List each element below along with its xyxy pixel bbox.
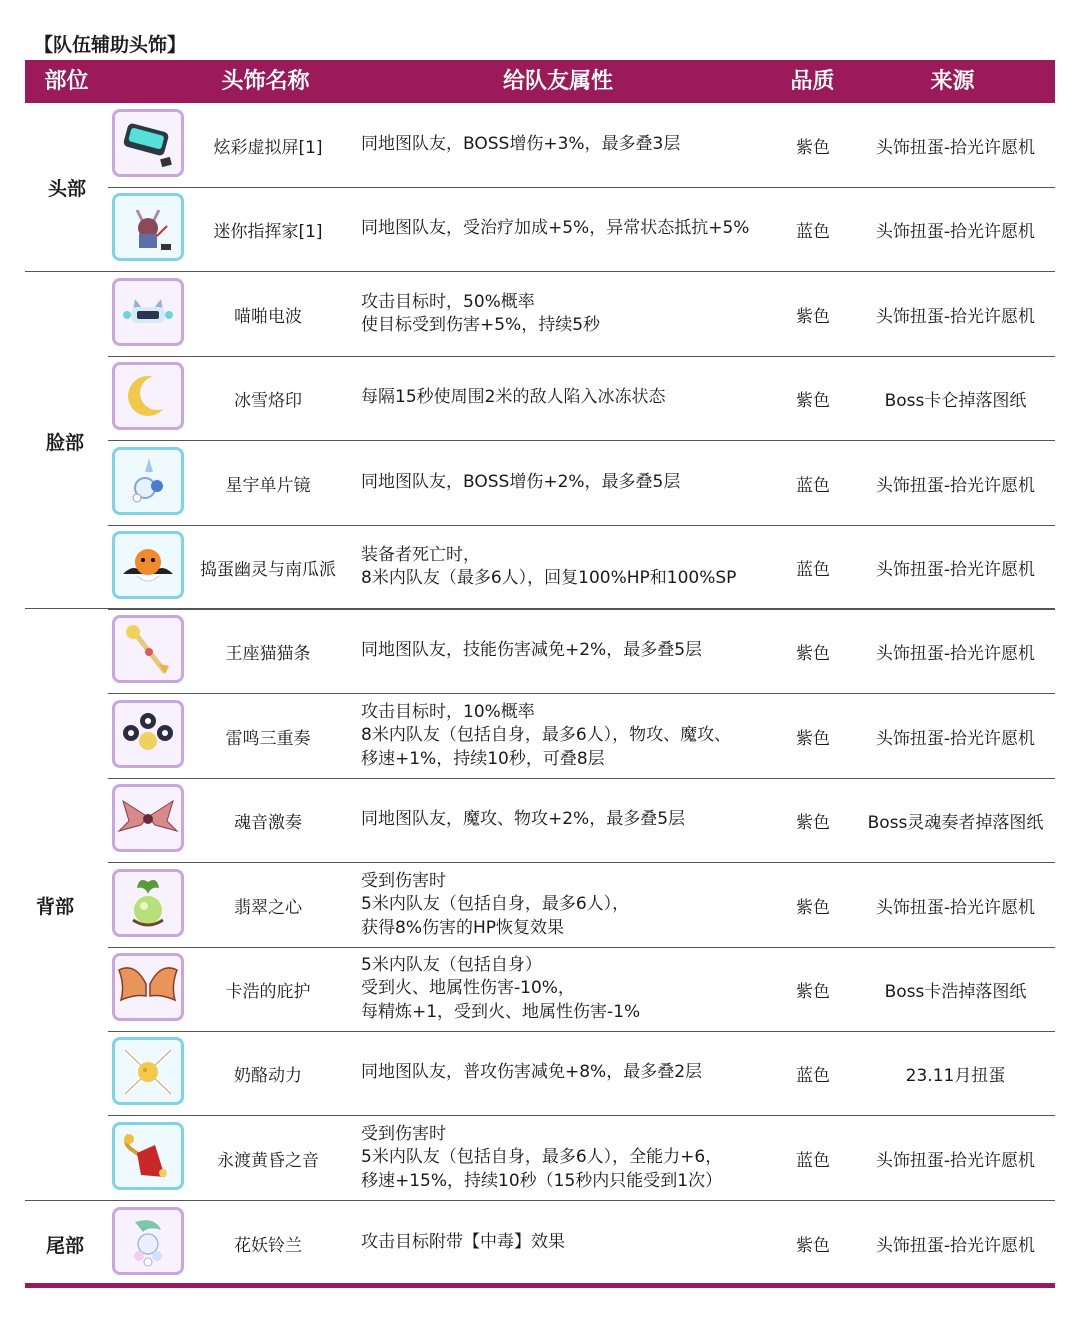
row-attr: 攻击目标时，50%概率 使目标受到伤害+5%，持续5秒: [361, 291, 601, 335]
row-attr: 同地图队友，受治疗加成+5%，异常状态抵抗+5%: [361, 218, 750, 239]
table-row: [108, 1201, 1055, 1285]
table-row: [108, 356, 1055, 441]
row-attr: 同地图队友，普攻伤害减免+8%，最多叠2层: [361, 1062, 703, 1083]
slot-back-label: 背部: [36, 896, 75, 918]
row-name: 永渡黄昏之音: [217, 1150, 319, 1171]
row-quality: 紫色: [796, 643, 830, 664]
dragon-wings-icon: [112, 953, 184, 1021]
row-name: 翡翠之心: [234, 897, 302, 918]
row-attr: 同地图队友，BOSS增伤+3%，最多叠3层: [361, 134, 681, 155]
table-row: [108, 778, 1055, 863]
row-name: 卡浩的庇护: [225, 981, 311, 1002]
row-source: Boss卡仑掉落图纸: [884, 390, 1027, 411]
row-source: Boss灵魂奏者掉落图纸: [867, 812, 1044, 833]
row-quality: 紫色: [796, 897, 830, 918]
row-quality: 蓝色: [796, 559, 830, 580]
crescent-moon-icon: [112, 362, 184, 430]
row-source: 头饰扭蛋-拾光许愿机: [875, 1235, 1036, 1256]
bottom-bar: [25, 1283, 1055, 1288]
row-name: 魂音激奏: [234, 812, 302, 833]
header-source: 来源: [930, 68, 975, 94]
table-row: [108, 272, 1055, 357]
row-quality: 紫色: [796, 728, 830, 749]
row-quality: 紫色: [796, 981, 830, 1002]
row-source: 头饰扭蛋-拾光许愿机: [875, 475, 1036, 496]
emerald-heart-icon: [112, 869, 184, 937]
table-title: 【队伍辅助头饰】: [34, 34, 187, 56]
row-quality: 紫色: [796, 390, 830, 411]
row-name: 迷你指挥家[1]: [213, 221, 323, 242]
slot-face-label: 脸部: [46, 432, 85, 454]
header-slot: 部位: [44, 68, 89, 94]
row-source: 头饰扭蛋-拾光许愿机: [875, 643, 1036, 664]
row-attr: 每隔15秒使周围2米的敌人陷入冰冻状态: [361, 387, 666, 408]
table-row: [108, 947, 1055, 1032]
row-quality: 蓝色: [796, 475, 830, 496]
row-name: 奶酪动力: [234, 1065, 302, 1086]
row-source: 头饰扭蛋-拾光许愿机: [875, 221, 1036, 242]
slot-head-label: 头部: [48, 178, 87, 200]
table-row: [108, 863, 1055, 948]
table-row: [108, 1031, 1055, 1116]
twilight-horn-icon: [112, 1122, 184, 1190]
row-attr: 攻击目标时，10%概率 8米内队友（包括自身，最多6人），物攻、魔攻、 移速+1%，持续10秒，可叠8层: [361, 701, 732, 769]
cat-wand-icon: [112, 615, 184, 683]
table-row: [108, 103, 1055, 188]
row-quality: 紫色: [796, 1235, 830, 1256]
header-quality: 品质: [790, 68, 835, 94]
row-name: 喵啪电波: [234, 306, 302, 327]
row-source: 头饰扭蛋-拾光许愿机: [875, 728, 1036, 749]
row-name: 王座猫猫条: [225, 643, 311, 664]
mini-conductor-icon: [112, 193, 184, 261]
row-attr: 同地图队友，魔攻、物攻+2%，最多叠5层: [361, 809, 686, 830]
table-row: [108, 525, 1055, 610]
soul-wings-icon: [112, 784, 184, 852]
row-source: 头饰扭蛋-拾光许愿机: [875, 137, 1036, 158]
row-quality: 紫色: [796, 137, 830, 158]
row-name: 冰雪烙印: [234, 390, 302, 411]
cat-wave-icon: [112, 278, 184, 346]
table-row: [108, 187, 1055, 272]
row-quality: 紫色: [796, 306, 830, 327]
row-source: 23.11月扭蛋: [905, 1065, 1006, 1086]
row-source: 头饰扭蛋-拾光许愿机: [875, 559, 1036, 580]
table-row: [108, 694, 1055, 779]
row-quality: 紫色: [796, 812, 830, 833]
row-name: 捣蛋幽灵与南瓜派: [200, 559, 336, 580]
table-row: [108, 1116, 1055, 1201]
table-row: [108, 441, 1055, 526]
row-quality: 蓝色: [796, 1065, 830, 1086]
virtual-screen-icon: [112, 109, 184, 177]
row-quality: 蓝色: [796, 221, 830, 242]
row-source: 头饰扭蛋-拾光许愿机: [875, 306, 1036, 327]
row-name: 花妖铃兰: [234, 1235, 302, 1256]
row-attr: 攻击目标附带【中毒】效果: [361, 1232, 565, 1253]
row-attr: 受到伤害时 5米内队友（包括自身，最多6人），全能力+6， 移速+15%，持续10秒（15秒内只能受到1次）: [361, 1123, 723, 1191]
row-name: 星宇单片镜: [225, 475, 311, 496]
row-source: Boss卡浩掉落图纸: [884, 981, 1027, 1002]
star-monocle-icon: [112, 447, 184, 515]
row-attr: 同地图队友，技能伤害减免+2%，最多叠5层: [361, 640, 703, 661]
pumpkin-ghost-icon: [112, 531, 184, 599]
row-attr: 同地图队友，BOSS增伤+2%，最多叠5层: [361, 472, 681, 493]
row-attr: 受到伤害时 5米内队友（包括自身，最多6人）， 获得8%伤害的HP恢复效果: [361, 870, 630, 938]
table-row: [108, 609, 1055, 694]
row-name: 雷鸣三重奏: [225, 728, 311, 749]
cheese-cutlery-icon: [112, 1037, 184, 1105]
thunder-drums-icon: [112, 700, 184, 768]
row-source: 头饰扭蛋-拾光许愿机: [875, 897, 1036, 918]
header-attr: 给队友属性: [502, 68, 613, 94]
slot-tail-label: 尾部: [46, 1235, 85, 1257]
header-name: 头饰名称: [221, 68, 310, 94]
row-source: 头饰扭蛋-拾光许愿机: [875, 1150, 1036, 1171]
row-name: 炫彩虚拟屏[1]: [213, 137, 323, 158]
row-attr: 5米内队友（包括自身） 受到火、地属性伤害-10%， 每精炼+1，受到火、地属性伤害-1%: [361, 954, 641, 1022]
row-attr: 装备者死亡时， 8米内队友（最多6人），回复100%HP和100%SP: [361, 544, 737, 588]
row-quality: 蓝色: [796, 1150, 830, 1171]
table-header: [25, 60, 1055, 103]
lily-fairy-icon: [112, 1207, 184, 1275]
